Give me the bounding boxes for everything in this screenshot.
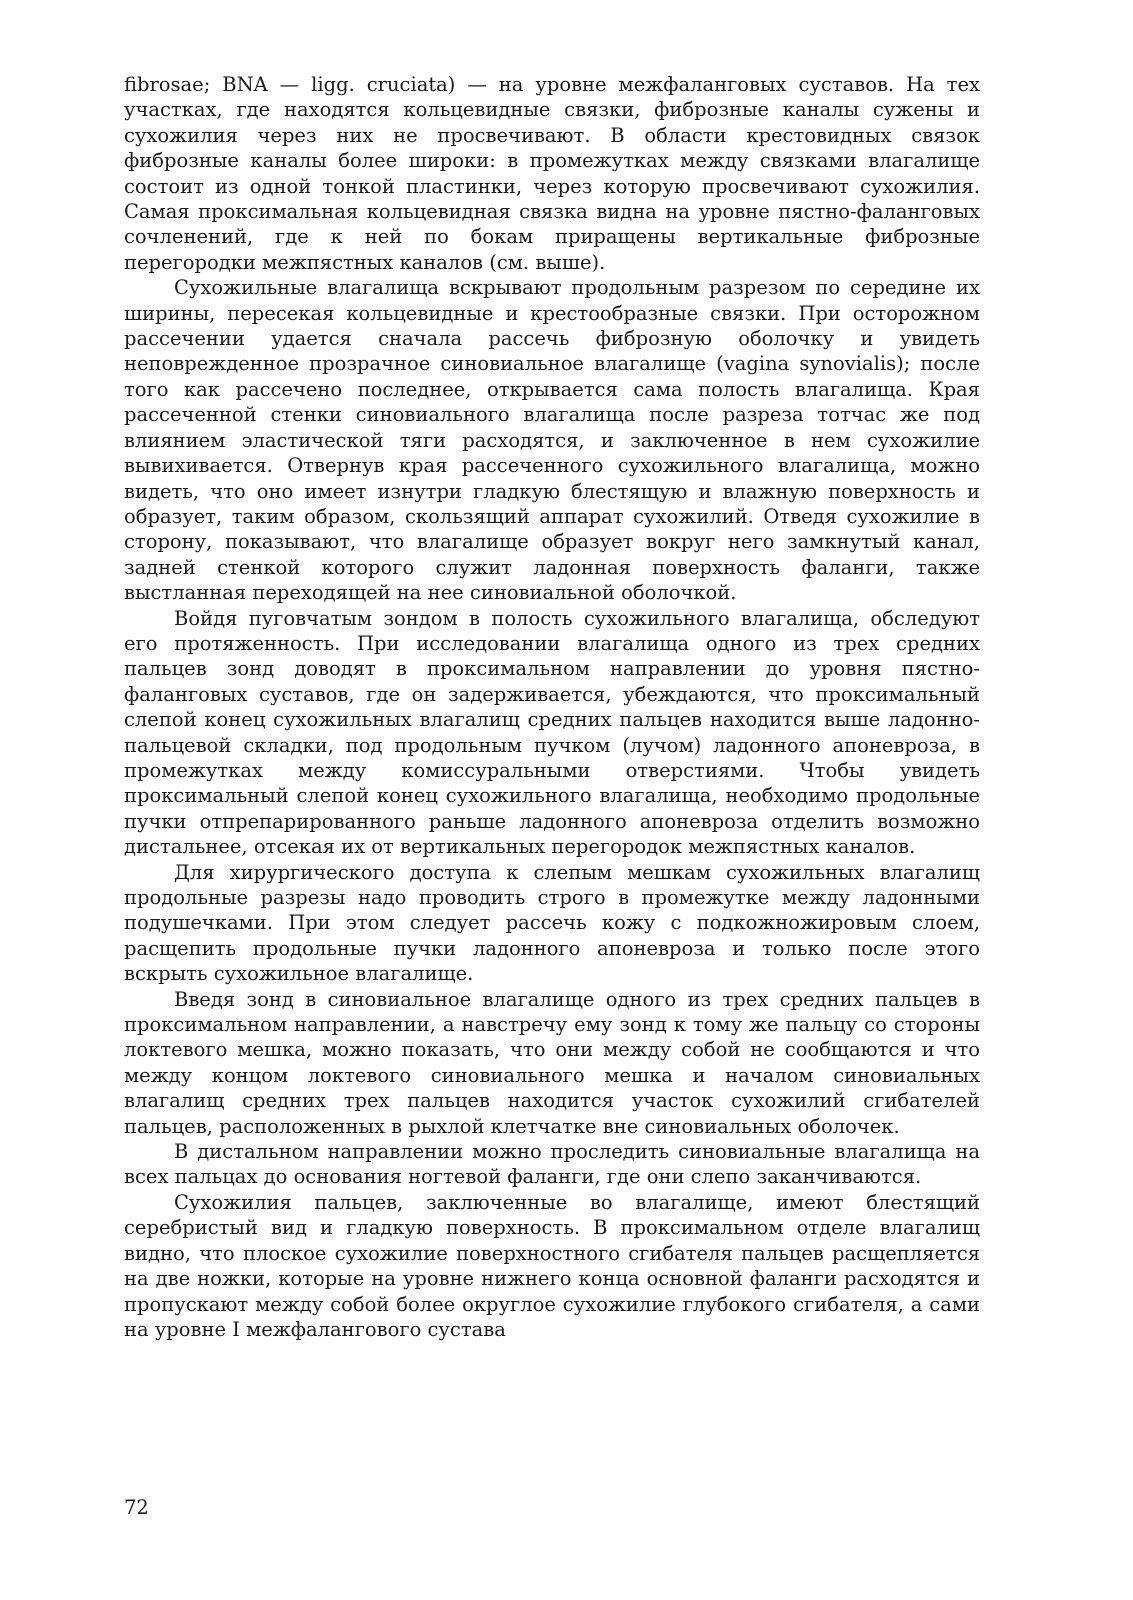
paragraph: Для хирургического доступа к слепым мешкам сухожильных влагалищ продольные разрезы надо проводить строго в промежутке между ладонными подушечками. При этом следует рассечь кожу с подкожножировым слоем, расщепить продольные пучки ладонного апоневроза и только после этого вскрыть сухожильное влагалище. bbox=[124, 860, 980, 986]
paragraph-continued: fibrosae; BNA — ligg. cruciata) — на уровне межфаланговых суставов. На тех участках, где находятся кольцевидные связки, фиброзные каналы сужены и сухожилия через них не просвечивают. В области крестовидных связок фиброзные каналы более широки: в промежутках между связками влагалище состоит из одной тонкой пластинки, через которую просвечивают сухожилия. Самая проксимальная кольцевидная связка видна на уровне пястно-фаланговых сочленений, где к ней по бокам приращены вертикальные фиброзные перегородки межпястных каналов (см. выше). bbox=[124, 73, 980, 274]
paragraph: Введя зонд в синовиальное влагалище одного из трех средних пальцев в проксимальном направлении, а навстречу ему зонд к тому же пальцу со стороны локтевого мешка, можно показать, что они между собой не сообщаются и что между концом локтевого синовиального мешка и началом синовиальных влагалищ средних трех пальцев находится участок сухожилий сгибателей пальцев, расположенных в рыхлой клетчатке вне синовиальных оболочек. bbox=[124, 987, 980, 1138]
paragraph: Сухожилия пальцев, заключенные во влагалище, имеют блестящий серебристый вид и гладкую поверхность. В проксимальном отделе влагалищ видно, что плоское сухожилие поверхностного сгибателя пальцев расщепляется на две ножки, которые на уровне нижнего конца основной фаланги расходятся и пропускают между собой более округлое сухожилие глубокого сгибателя, а сами на уровне I межфалангового сустава bbox=[124, 1190, 980, 1341]
paragraph: Войдя пуговчатым зондом в полость сухожильного влагалища, обследуют его протяженность. При исследовании влагалища одного из трех средних пальцев зонд доводят в проксимальном направлении до уровня пястно-фаланговых суставов, где он задерживается, убеждаются, что проксимальный слепой конец сухожильных влагалищ средних пальцев находится выше ладонно-пальцевой складки, под продольным пучком (лучом) ладонного апоневроза, в промежутках между комиссуральными отверстиями. Чтобы увидеть проксимальный слепой конец сухожильного влагалища, необходимо продольные пучки отпрепарированного раньше ладонного апоневроза отделить возможно дистальнее, отсекая их от вертикальных перегородок межпястных каналов. bbox=[124, 606, 980, 859]
page-text-block bbox=[124, 72, 980, 1342]
paragraph: Сухожильные влагалища вскрывают продольным разрезом по середине их ширины, пересекая кольцевидные и крестообразные связки. При осторожном рассечении удается сначала рассечь фиброзную оболочку и увидеть неповрежденное прозрачное синовиальное влагалище (vagina synovialis); после того как рассечено последнее, открывается сама полость влагалища. Края рассеченной стенки синовиального влагалища после разреза тотчас же под влиянием эластической тяги расходятся, и заключенное в нем сухожилие вывихивается. Отвернув края рассеченного сухожильного влагалища, можно видеть, что оно имеет изнутри гладкую блестящую и влажную поверхность и образует, таким образом, скользящий аппарат сухожилий. Отведя сухожилие в сторону, показывают, что влагалище образует вокруг него замкнутый канал, задней стенкой которого служит ладонная поверхность фаланги, также выстланная переходящей на нее синовиальной оболочкой. bbox=[124, 276, 980, 605]
page-number: 72 bbox=[124, 1496, 149, 1519]
paragraph: В дистальном направлении можно проследить синовиальные влагалища на всех пальцах до основания ногтевой фаланги, где они слепо заканчиваются. bbox=[124, 1140, 980, 1189]
